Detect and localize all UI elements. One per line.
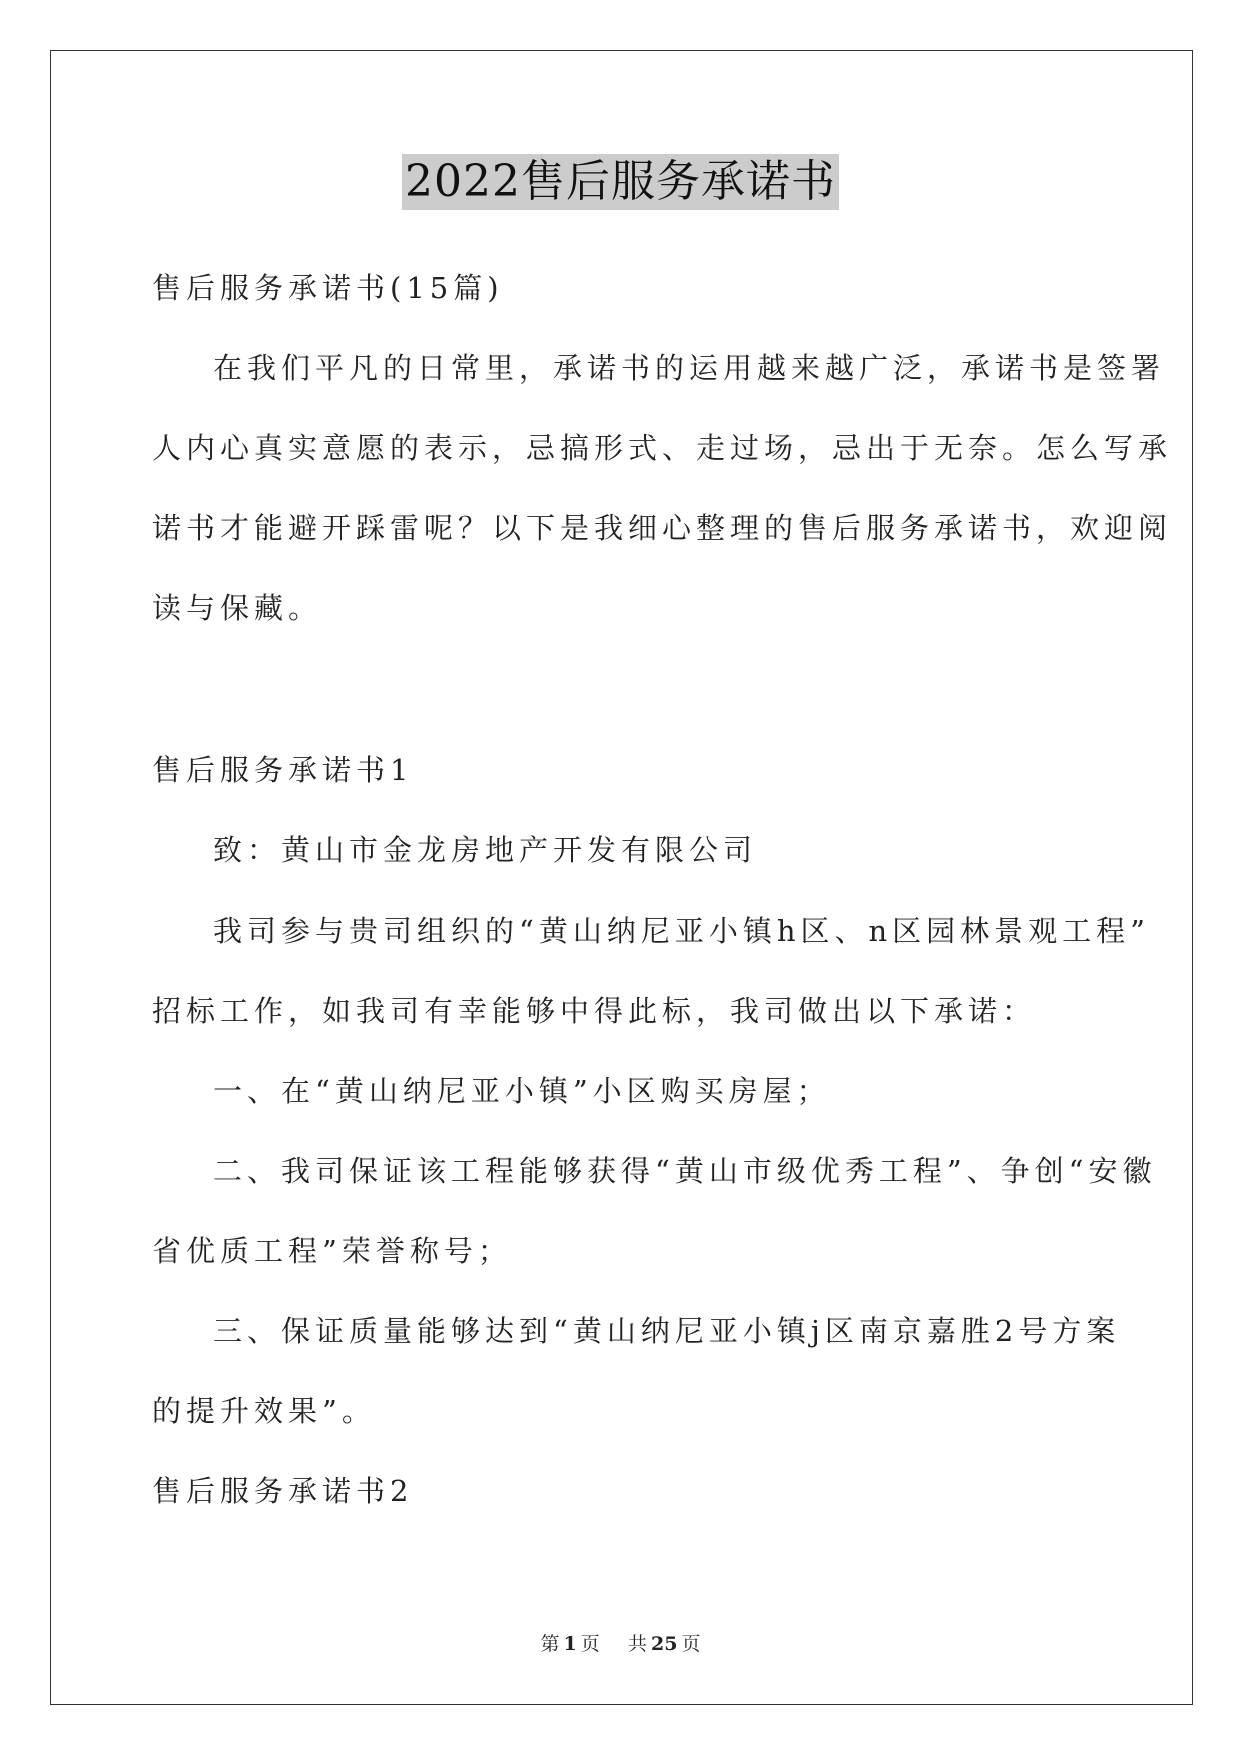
body-line-1: 我司参与贵司组织的“黄山纳尼亚小镇h区、n区园林景观工程” xyxy=(213,914,1151,948)
promise-line-3b: 的提升效果”。 xyxy=(152,1394,376,1428)
title-container xyxy=(0,154,1241,210)
page-number: 1 xyxy=(563,1633,577,1655)
total-suffix: 页 xyxy=(681,1633,701,1655)
page-footer xyxy=(0,1632,1241,1656)
promise-line-1: 一、在“黄山纳尼亚小镇”小区购买房屋； xyxy=(213,1074,831,1108)
subtitle-line: 售后服务承诺书(15篇) xyxy=(152,271,504,305)
promise-line-2b: 省优质工程”荣誉称号； xyxy=(152,1234,512,1268)
total-pages: 25 xyxy=(650,1633,678,1655)
total-prefix: 共 xyxy=(627,1633,647,1655)
document-title: 2022售后服务承诺书 xyxy=(402,154,839,210)
intro-line-4: 读与保藏。 xyxy=(152,591,323,625)
section-heading-2: 售后服务承诺书2 xyxy=(152,1474,414,1508)
page-prefix: 第 xyxy=(540,1633,560,1655)
intro-line-1: 在我们平凡的日常里，承诺书的运用越来越广泛，承诺书是签署 xyxy=(213,351,1166,385)
body-line-2: 招标工作，如我司有幸能够中得此标，我司做出以下承诺： xyxy=(152,994,1037,1028)
intro-line-2: 人内心真实意愿的表示，忌搞形式、走过场，忌出于无奈。怎么写承 xyxy=(152,431,1173,465)
intro-line-3: 诺书才能避开踩雷呢？以下是我细心整理的售后服务承诺书，欢迎阅 xyxy=(152,511,1173,545)
section-heading-1: 售后服务承诺书1 xyxy=(152,753,414,787)
page-suffix: 页 xyxy=(580,1633,600,1655)
addressee-line: 致：黄山市金龙房地产开发有限公司 xyxy=(213,833,758,867)
promise-line-3a: 三、保证质量能够达到“黄山纳尼亚小镇j区南京嘉胜2号方案 xyxy=(213,1314,1121,1348)
promise-line-2a: 二、我司保证该工程能够获得“黄山市级优秀工程”、争创“安徽 xyxy=(213,1154,1157,1188)
